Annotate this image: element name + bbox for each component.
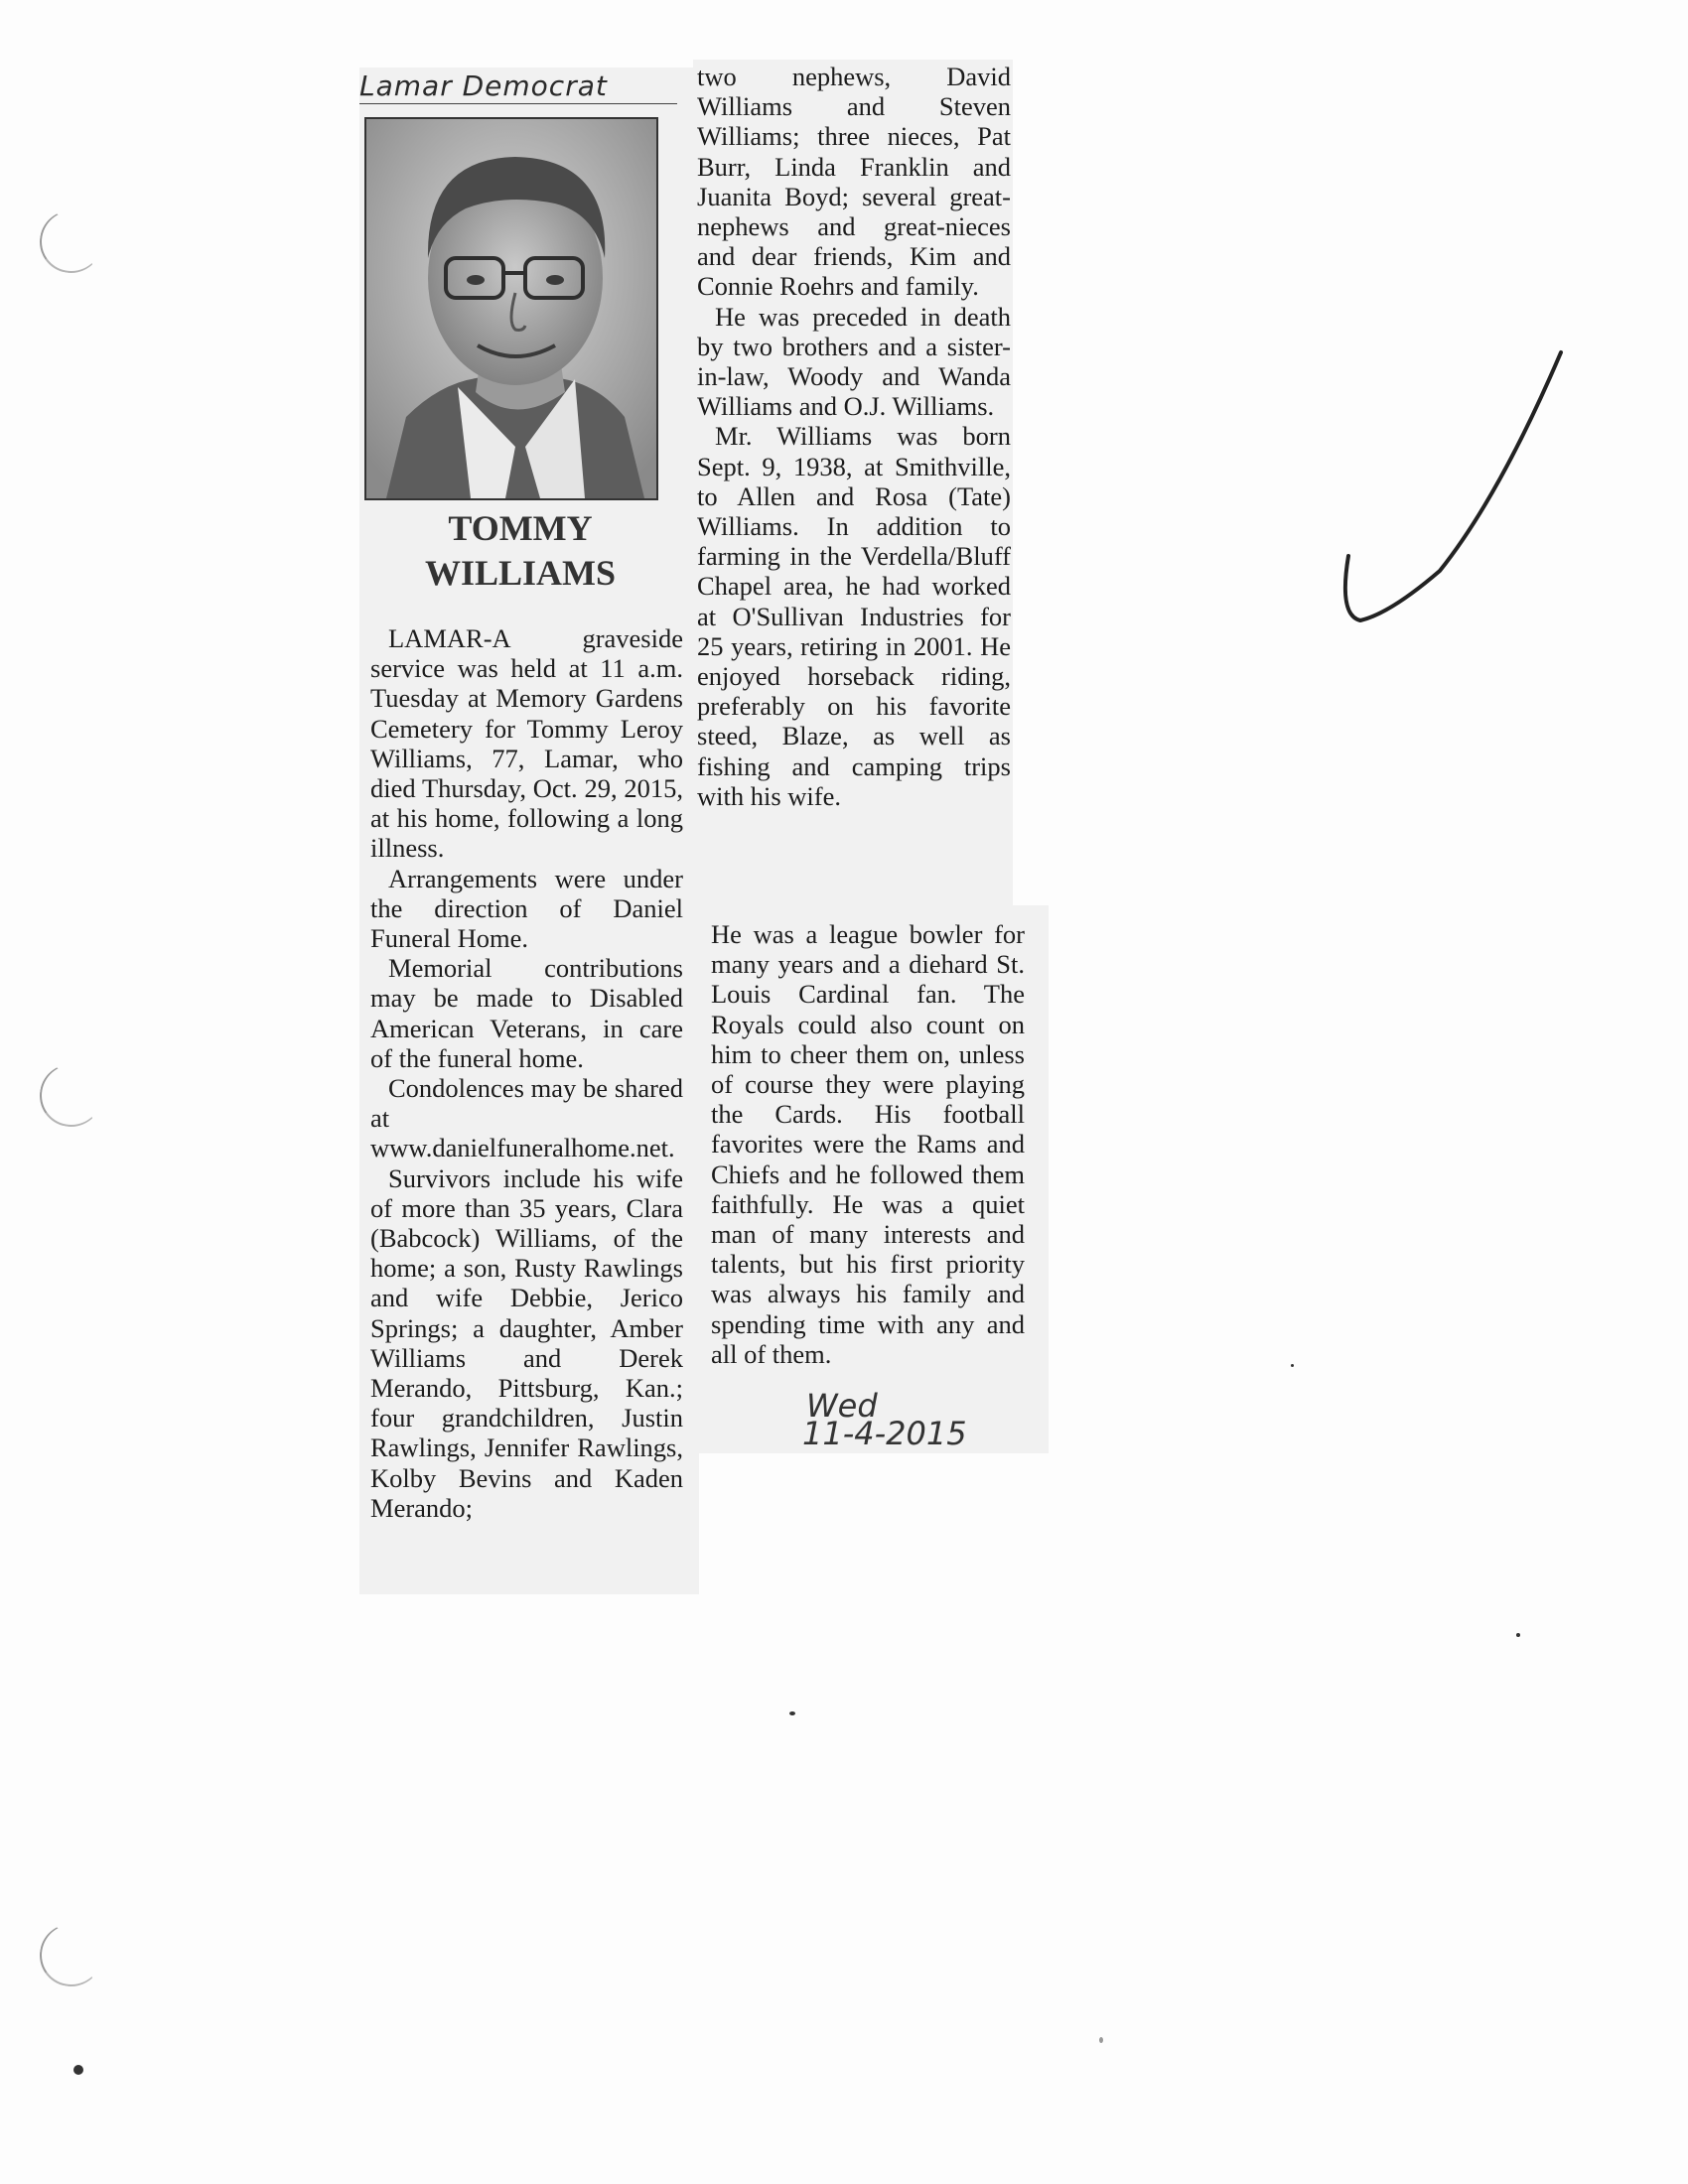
obituary-column-2 bbox=[697, 62, 1011, 811]
obituary-photo bbox=[364, 117, 658, 500]
obituary-column-3 bbox=[711, 919, 1025, 1369]
binder-hole-top bbox=[35, 205, 107, 278]
paragraph-survivors: Survivors include his wife of more than 35 years, Clara (Babcock) Williams, of the home; a son, Rusty Rawlings and wife Debbie, Jerico Springs; a daughter, Amber Williams and Derek Merando, Pittsburg, Kan.; four grandchildren, Justin Rawlings, Jennifer Rawlings, Kolby Bevins and Kaden Merando; bbox=[370, 1162, 683, 1523]
speck bbox=[1291, 1364, 1294, 1367]
binder-hole-bottom bbox=[35, 1919, 107, 1991]
speck bbox=[1516, 1633, 1520, 1637]
paragraph-interests: He was a league bowler for many years and a diehard St. Louis Cardinal fan. The Royals could also count on him to cheer them on, unless of course they were playing the Cards. His football favorites were the Rams and Chiefs and he followed them faithfully. He was a quiet man of many interests and talents, but his first priority was always his family and spending time with any and all of them. bbox=[711, 919, 1025, 1369]
checkmark-icon bbox=[1331, 347, 1589, 645]
obituary-name-heading bbox=[359, 506, 681, 596]
handwritten-date-note bbox=[802, 1387, 967, 1452]
paragraph-service: LAMAR-A graveside service was held at 11 a.m. Tuesday at Memory Gardens Cemetery for Tommy Leroy Williams, 77, Lamar, who died Thursday, Oct. 29, 2015, at his home, following a long illness. bbox=[370, 623, 683, 864]
heading-last-name: WILLIAMS bbox=[424, 553, 617, 593]
paragraph-arrangements: Arrangements were under the direction of Daniel Funeral Home. bbox=[370, 863, 683, 954]
paragraph-preceded: He was preceded in death by two brothers and a sister-in-law, Woody and Wanda Williams and O.J. Williams. bbox=[697, 301, 1011, 422]
obituary-column-1 bbox=[370, 623, 683, 1523]
heading-first-name: TOMMY bbox=[448, 508, 593, 548]
paragraph-condolences: Condolences may be shared at www.danielfuneralhome.net. bbox=[370, 1073, 683, 1163]
handwritten-date: 11-4-2015 bbox=[802, 1415, 967, 1452]
binder-hole-middle bbox=[35, 1059, 107, 1132]
paragraph-biography: Mr. Williams was born Sept. 9, 1938, at Smithville, to Allen and Rosa (Tate) Williams. In addition to farming in the Verdella/Bluff Chapel area, he had worked at O'Sullivan Industries for 25 years, retiring in 2001. He enjoyed horseback riding, preferably on his favorite steed, Blaze, as well as fishing and camping trips with his wife. bbox=[697, 421, 1011, 811]
paragraph-memorials: Memorial contributions may be made to Disabled American Veterans, in care of the funeral home. bbox=[370, 953, 683, 1073]
speck bbox=[1099, 2037, 1103, 2043]
speck bbox=[789, 1711, 795, 1715]
paragraph-survivors-continued: two nephews, David Williams and Steven Williams; three nieces, Pat Burr, Linda Franklin and Juanita Boyd; several great-nephews and great-nieces and dear friends, Kim and Connie Roehrs and family. bbox=[697, 62, 1011, 302]
speck bbox=[73, 2065, 83, 2075]
handwritten-day: Wed bbox=[806, 1387, 878, 1425]
newspaper-source-handwritten: Lamar Democrat bbox=[359, 69, 677, 104]
